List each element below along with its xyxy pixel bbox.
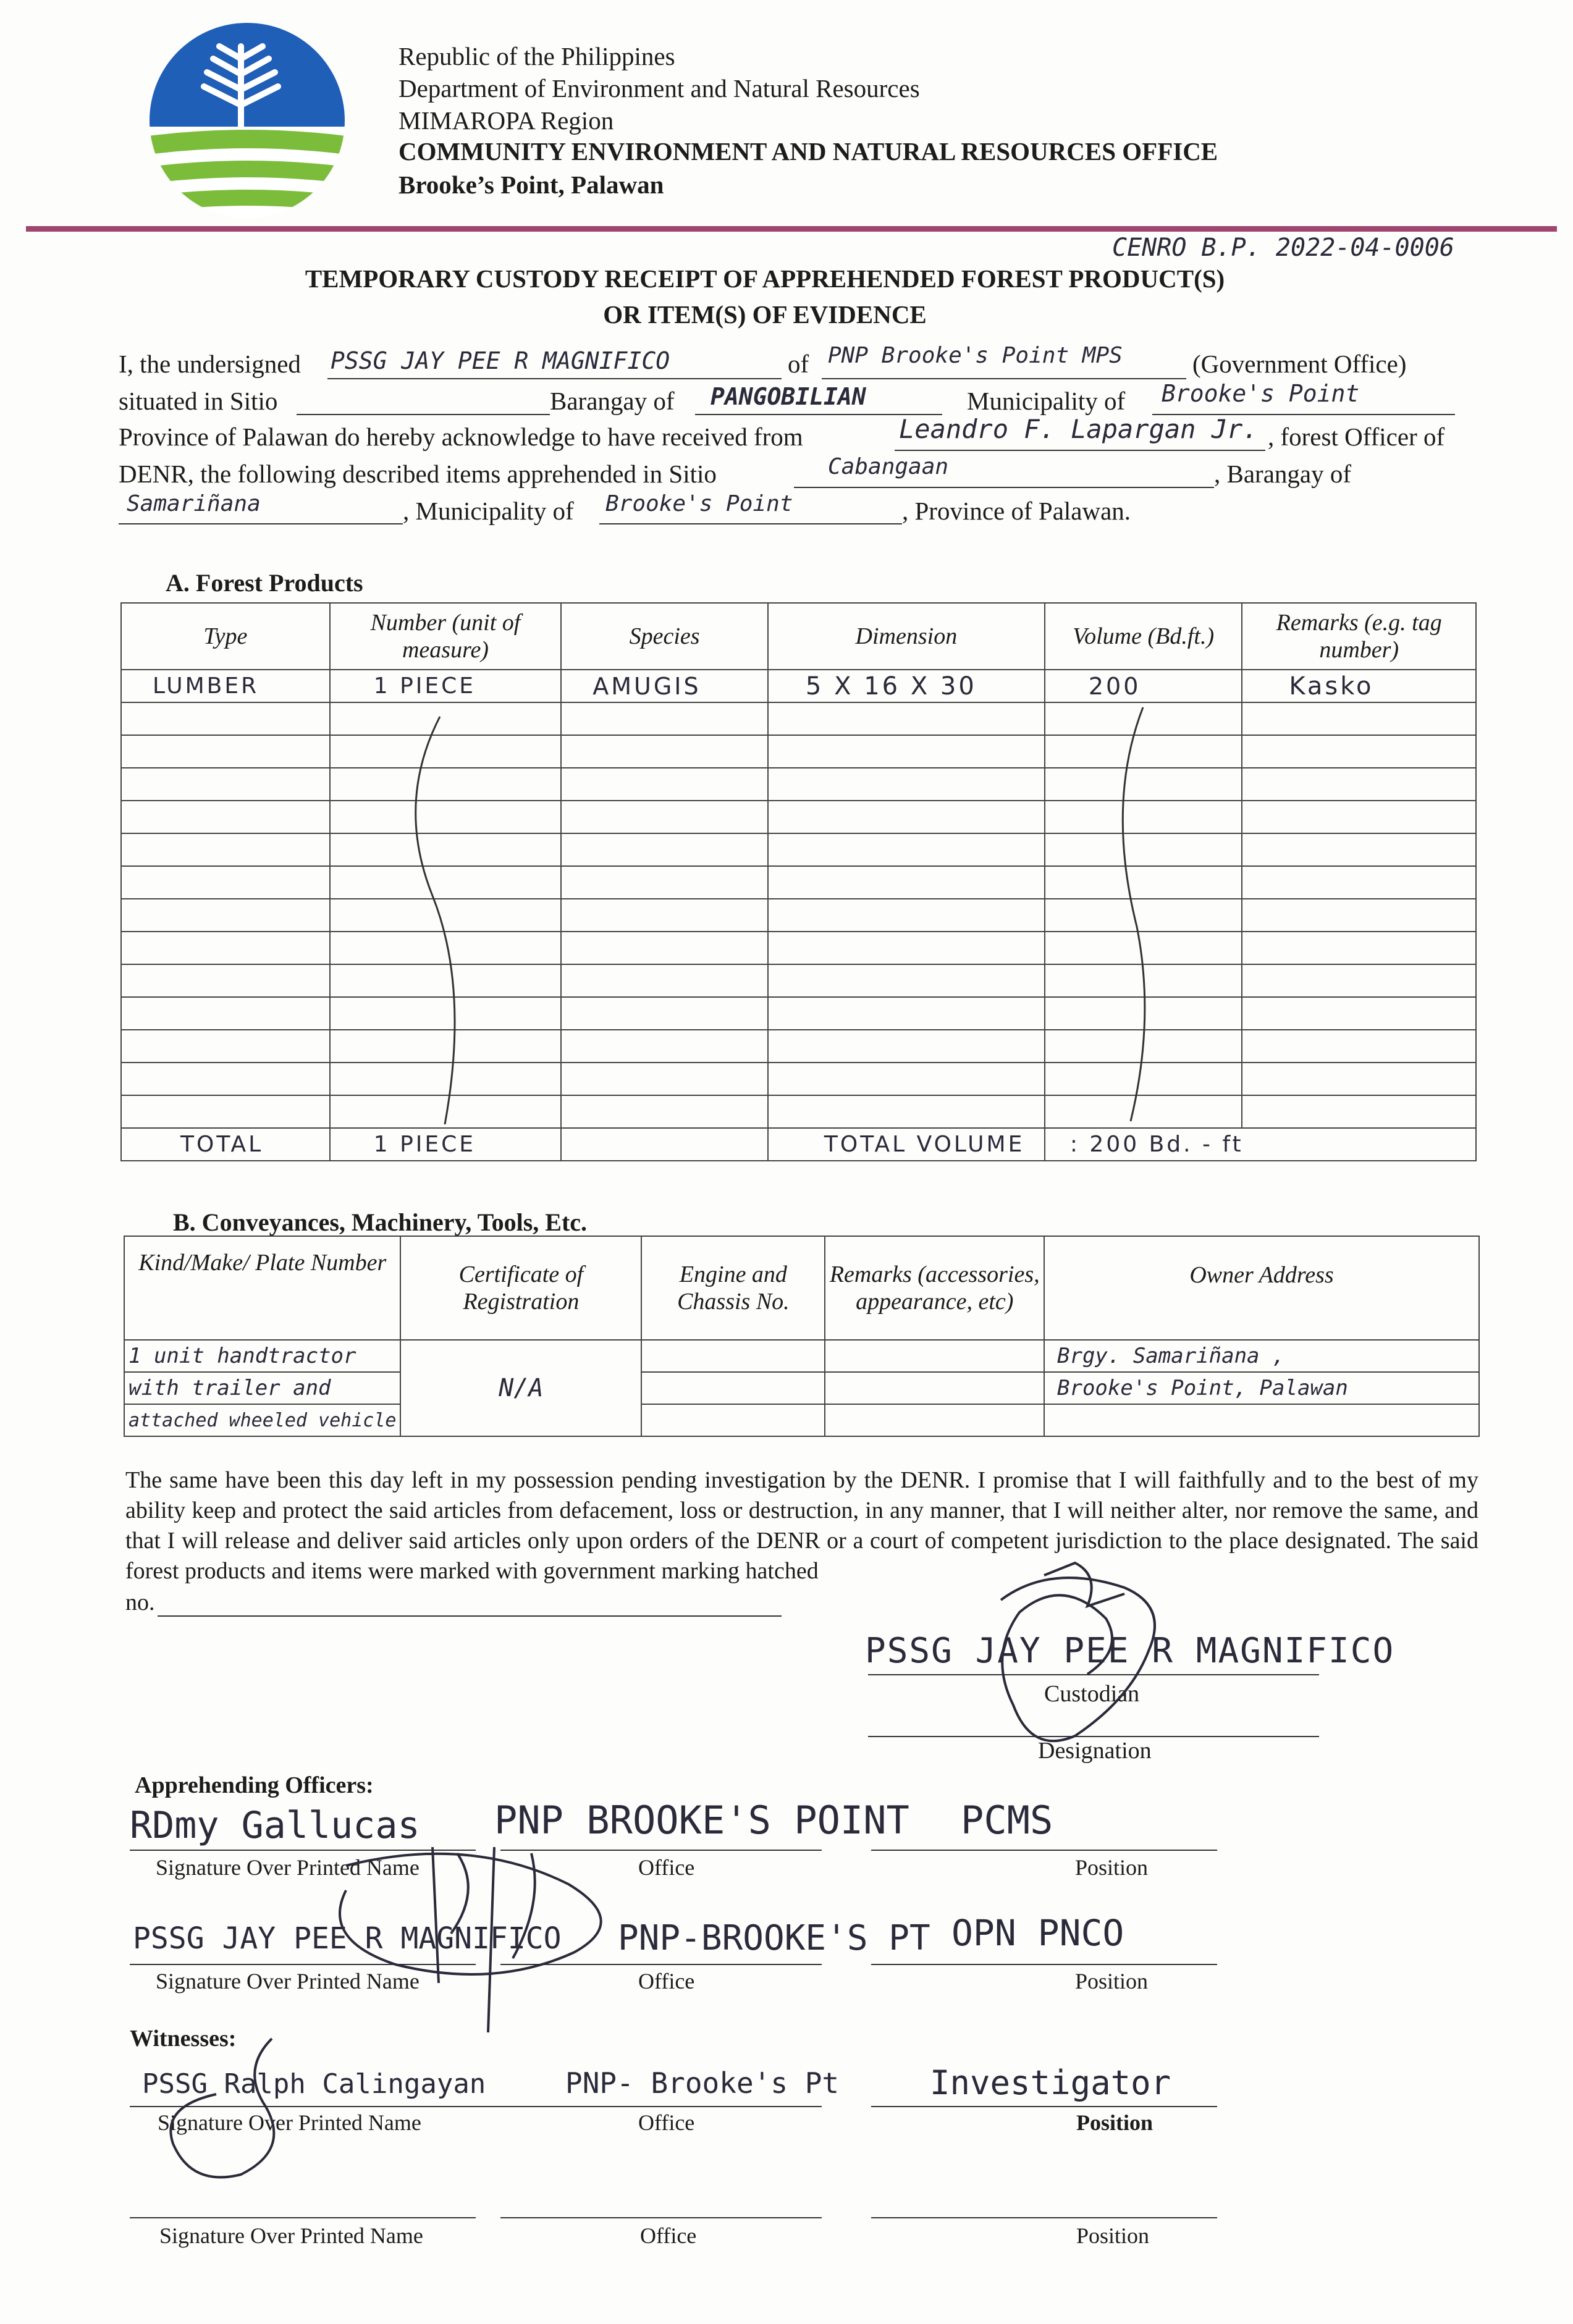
total-volume-label: TOTAL VOLUME	[768, 1128, 1045, 1161]
col-type: Type	[121, 603, 330, 670]
apprehending-1-position: PCMS	[961, 1798, 1053, 1843]
conv-remarks-2	[825, 1372, 1044, 1404]
witness-1-position: Investigator	[930, 2063, 1171, 2102]
col-kind: Kind/Make/ Plate Number	[124, 1236, 400, 1340]
conv-kind-3: attached wheeled vehicle	[124, 1404, 400, 1436]
col-species: Species	[561, 603, 768, 670]
conv-remarks-3	[825, 1404, 1044, 1436]
table-row	[124, 1340, 1479, 1372]
col-owner-address: Owner Address	[1044, 1236, 1479, 1340]
conv-engine-3	[641, 1404, 825, 1436]
col-dimension: Dimension	[768, 603, 1045, 670]
form-title-line2: OR ITEM(S) OF EVIDENCE	[603, 300, 927, 329]
apprehending-2-name: PSSG JAY PEE R MAGNIFICO	[133, 1921, 562, 1956]
header-republic: Republic of the Philippines	[399, 42, 675, 70]
header-office: COMMUNITY ENVIRONMENT AND NATURAL RESOURCES OFFICE	[399, 137, 1218, 166]
designation-label: Designation	[1038, 1738, 1152, 1764]
municipality-2: Brooke's Point	[605, 491, 793, 516]
conv-owner-3	[1044, 1404, 1479, 1436]
witness-1-sig-label: Signature Over Printed Name	[158, 2110, 421, 2135]
text-government-office: (Government Office)	[1192, 350, 1407, 378]
witness-1-office: PNP- Brooke's Pt	[565, 2066, 840, 2100]
cell-volume: 200	[1045, 670, 1242, 702]
apprehending-1-name: RDmy Gallucas	[130, 1804, 420, 1847]
received-from: Leandro F. Lapargan Jr.	[899, 414, 1259, 444]
witness-1-position-label: Position	[1076, 2110, 1153, 2135]
conv-owner-1: Brgy. Samariñana ,	[1044, 1340, 1479, 1372]
section-a-heading: A. Forest Products	[166, 569, 363, 597]
conv-engine-1	[641, 1340, 825, 1372]
witnesses-heading: Witnesses:	[130, 2026, 237, 2052]
cell-species: AMUGIS	[561, 670, 768, 702]
conv-kind-1: 1 unit handtractor	[124, 1340, 400, 1372]
text-undersigned: I, the undersigned	[119, 350, 301, 378]
conv-remarks-1	[825, 1340, 1044, 1372]
apprehending-heading: Apprehending Officers:	[135, 1772, 374, 1798]
conveyances-header-row	[124, 1236, 1479, 1340]
section-b-heading: B. Conveyances, Machinery, Tools, Etc.	[173, 1208, 588, 1236]
government-office: PNP Brooke's Point MPS	[828, 343, 1123, 368]
text-province: , Province of Palawan.	[902, 497, 1131, 525]
apprehending-1-office: PNP BROOKE'S POINT	[494, 1798, 909, 1843]
barangay-2: Samariñana	[127, 491, 261, 516]
apprehending-2-position: OPN PNCO	[951, 1912, 1124, 1954]
text-province-received: Province of Palawan do hereby acknowledge to have received from	[119, 423, 803, 451]
conv-cert-3	[400, 1404, 641, 1436]
apprehending-1-sig-label: Signature Over Printed Name	[156, 1855, 420, 1880]
cell-number: 1 PIECE	[330, 670, 562, 702]
custodian-label: Custodian	[1044, 1681, 1140, 1707]
form-title-line1: TEMPORARY CUSTODY RECEIPT OF APPREHENDED FOREST PRODUCT(S)	[305, 264, 1225, 293]
witness-2-office-label: Office	[640, 2223, 697, 2248]
header-department: Department of Environment and Natural Resources	[399, 74, 920, 103]
statement-no-label: no.	[125, 1589, 155, 1615]
cell-dimension: 5 X 16 X 30	[768, 670, 1045, 702]
table-row	[124, 1404, 1479, 1436]
apprehending-1-office-label: Office	[638, 1855, 695, 1880]
witness-1-name: PSSG Ralph Calingayan	[142, 2068, 486, 2100]
text-sitio: situated in Sitio	[119, 387, 278, 415]
undersigned-name: PSSG JAY PEE R MAGNIFICO	[331, 347, 670, 374]
text-denr-apprehended: DENR, the following described items apprehended in Sitio	[119, 460, 717, 488]
apprehending-signature	[309, 1829, 630, 2057]
cell-remarks: Kasko	[1242, 670, 1476, 702]
witness-2-sig-label: Signature Over Printed Name	[159, 2223, 423, 2248]
header-region: MIMAROPA Region	[399, 106, 614, 135]
witness-2-position-label: Position	[1076, 2223, 1150, 2248]
col-certificate: Certificate of Registration	[400, 1236, 641, 1340]
col-number: Number (unit of measure)	[330, 603, 562, 670]
conv-owner-2: Brooke's Point, Palawan	[1044, 1372, 1479, 1404]
text-municipality-of: , Municipality of	[403, 497, 574, 525]
total-volume-value: : 200 Bd. - ft	[1045, 1128, 1476, 1161]
table-row	[124, 1372, 1479, 1404]
conv-engine-2	[641, 1372, 825, 1404]
header-location: Brooke’s Point, Palawan	[399, 171, 664, 199]
text-of: of	[788, 350, 809, 378]
col-volume: Volume (Bd.ft.)	[1045, 603, 1242, 670]
col-conv-remarks: Remarks (accessories, appearance, etc)	[825, 1236, 1044, 1340]
custodian-name: PSSG JAY PEE R MAGNIFICO	[865, 1631, 1395, 1671]
municipality-1: Brooke's Point	[1162, 380, 1360, 407]
witness-signature	[148, 2032, 395, 2193]
conveyances-table	[124, 1236, 1480, 1437]
text-barangay: Barangay of	[550, 387, 675, 415]
barangay-1: PANGOBILIAN	[711, 383, 866, 410]
total-number: 1 PIECE	[330, 1128, 562, 1161]
conv-kind-2: with trailer and	[124, 1372, 400, 1404]
apprehending-2-sig-label: Signature Over Printed Name	[156, 1969, 420, 1994]
control-number: CENRO B.P. 2022-04-0006	[1112, 234, 1454, 262]
apprehending-1-position-label: Position	[1075, 1855, 1149, 1880]
witness-1-office-label: Office	[638, 2110, 695, 2135]
text-forest-officer: , forest Officer of	[1268, 423, 1445, 451]
text-barangay-of: , Barangay of	[1214, 460, 1351, 488]
total-type: TOTAL	[121, 1128, 330, 1161]
conv-cert-1	[400, 1340, 641, 1372]
apprehending-2-office: PNP-BROOKE'S PT	[618, 1918, 930, 1958]
apprehending-2-office-label: Office	[638, 1969, 695, 1994]
apprehending-2-position-label: Position	[1075, 1969, 1149, 1994]
custody-statement: The same have been this day left in my possession pending investigation by the DENR. I promise that I will faithfully and to the best of my ability keep and protect the said articles from defacement, loss or destruction, in any manner, that I will neither alter, nor remove the same, and that I will release and deliver said articles only upon orders of the DENR or a court of competent jurisdiction to the place designated. The said forest products and items were marked with government marking hatched	[125, 1467, 1478, 1584]
col-engine: Engine and Chassis No.	[641, 1236, 825, 1340]
col-remarks: Remarks (e.g. tag number)	[1242, 603, 1476, 670]
conv-cert-2: N/A	[400, 1372, 641, 1404]
custodian-signature	[964, 1551, 1223, 1767]
sitio-2: Cabangaan	[828, 454, 949, 479]
cell-type: LUMBER	[121, 670, 330, 702]
text-municipality: Municipality of	[967, 387, 1126, 415]
